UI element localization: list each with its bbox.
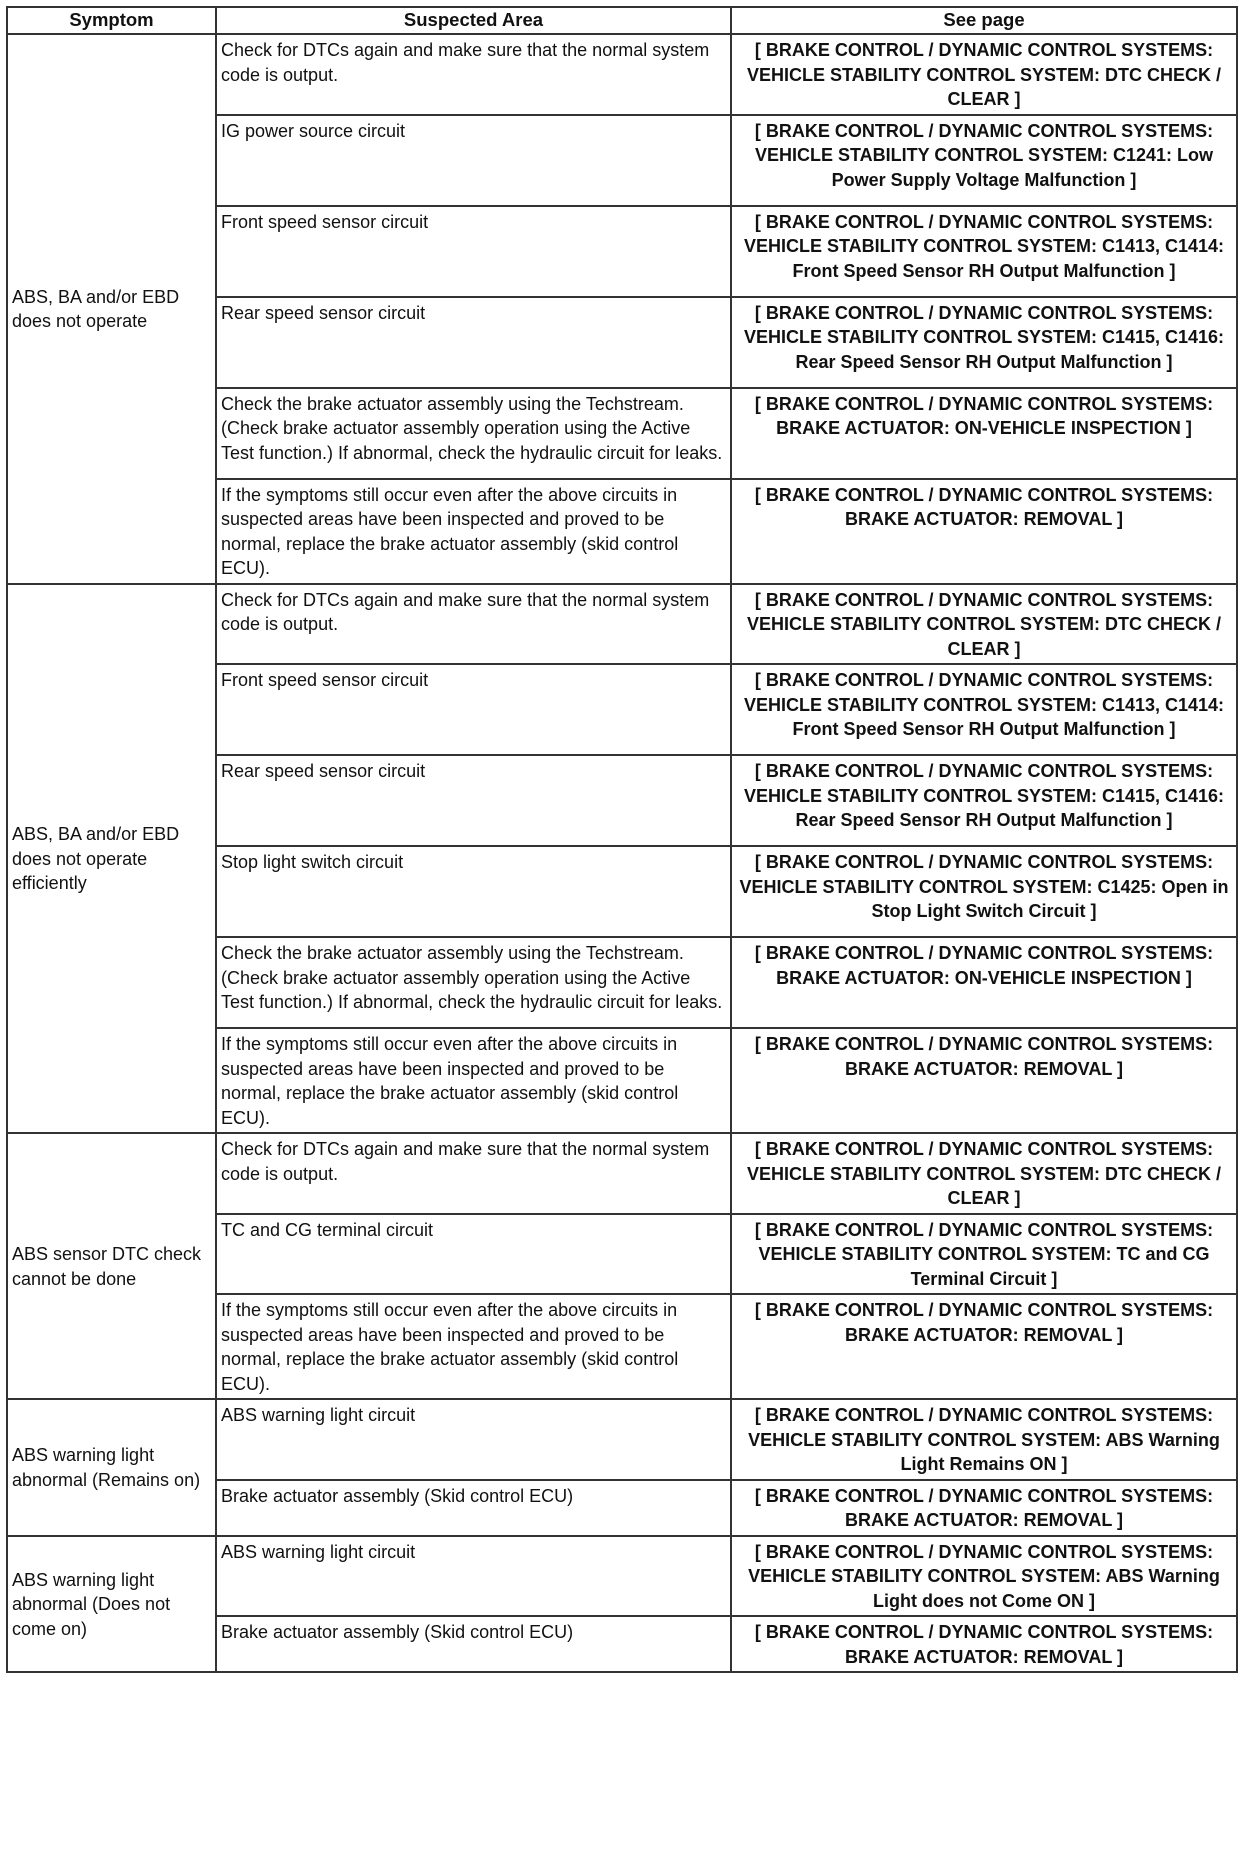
see-page-link[interactable]: [ BRAKE CONTROL / DYNAMIC CONTROL SYSTEMS: VEHICLE STABILITY CONTROL SYSTEM: C1415, C1416: Rear Speed Sensor RH Output Malfunction ] [731,755,1237,846]
suspected-area-cell: Check the brake actuator assembly using the Techstream. (Check brake actuator assembly operation using the Active Test function.) If abnormal, check the hydraulic circuit for leaks. [216,937,731,1028]
see-page-link[interactable]: [ BRAKE CONTROL / DYNAMIC CONTROL SYSTEMS: BRAKE ACTUATOR: REMOVAL ] [731,1294,1237,1399]
see-page-link[interactable]: [ BRAKE CONTROL / DYNAMIC CONTROL SYSTEMS: VEHICLE STABILITY CONTROL SYSTEM: ABS Warning Light Remains ON ] [731,1399,1237,1480]
see-page-link[interactable]: [ BRAKE CONTROL / DYNAMIC CONTROL SYSTEMS: BRAKE ACTUATOR: ON-VEHICLE INSPECTION ] [731,388,1237,479]
suspected-area-cell: Check for DTCs again and make sure that the normal system code is output. [216,34,731,115]
suspected-area-cell: If the symptoms still occur even after the above circuits in suspected areas have been inspected and proved to be normal, replace the brake actuator assembly (skid control ECU). [216,1294,731,1399]
symptom-cell: ABS sensor DTC check cannot be done [7,1133,216,1399]
table-row [7,34,1237,115]
see-page-link[interactable]: [ BRAKE CONTROL / DYNAMIC CONTROL SYSTEMS: VEHICLE STABILITY CONTROL SYSTEM: DTC CHECK / CLEAR ] [731,1133,1237,1214]
suspected-area-cell: If the symptoms still occur even after the above circuits in suspected areas have been inspected and proved to be normal, replace the brake actuator assembly (skid control ECU). [216,479,731,584]
header-row [7,7,1237,34]
header-suspected-area: Suspected Area [216,7,731,34]
see-page-link[interactable]: [ BRAKE CONTROL / DYNAMIC CONTROL SYSTEMS: VEHICLE STABILITY CONTROL SYSTEM: C1241: Low Power Supply Voltage Malfunction ] [731,115,1237,206]
see-page-link[interactable]: [ BRAKE CONTROL / DYNAMIC CONTROL SYSTEMS: VEHICLE STABILITY CONTROL SYSTEM: ABS Warning Light does not Come ON ] [731,1536,1237,1617]
see-page-link[interactable]: [ BRAKE CONTROL / DYNAMIC CONTROL SYSTEMS: BRAKE ACTUATOR: REMOVAL ] [731,1480,1237,1536]
see-page-link[interactable]: [ BRAKE CONTROL / DYNAMIC CONTROL SYSTEMS: BRAKE ACTUATOR: REMOVAL ] [731,1028,1237,1133]
header-symptom: Symptom [7,7,216,34]
suspected-area-cell: IG power source circuit [216,115,731,206]
see-page-link[interactable]: [ BRAKE CONTROL / DYNAMIC CONTROL SYSTEMS: BRAKE ACTUATOR: REMOVAL ] [731,479,1237,584]
see-page-link[interactable]: [ BRAKE CONTROL / DYNAMIC CONTROL SYSTEMS: VEHICLE STABILITY CONTROL SYSTEM: C1413, C1414: Front Speed Sensor RH Output Malfunction ] [731,664,1237,755]
symptom-cell: ABS, BA and/or EBD does not operate efficiently [7,584,216,1134]
suspected-area-cell: ABS warning light circuit [216,1536,731,1617]
suspected-area-cell: ABS warning light circuit [216,1399,731,1480]
suspected-area-cell: Stop light switch circuit [216,846,731,937]
suspected-area-cell: If the symptoms still occur even after the above circuits in suspected areas have been inspected and proved to be normal, replace the brake actuator assembly (skid control ECU). [216,1028,731,1133]
suspected-area-cell: Rear speed sensor circuit [216,755,731,846]
see-page-link[interactable]: [ BRAKE CONTROL / DYNAMIC CONTROL SYSTEMS: BRAKE ACTUATOR: ON-VEHICLE INSPECTION ] [731,937,1237,1028]
see-page-link[interactable]: [ BRAKE CONTROL / DYNAMIC CONTROL SYSTEMS: VEHICLE STABILITY CONTROL SYSTEM: C1415, C1416: Rear Speed Sensor RH Output Malfunction ] [731,297,1237,388]
suspected-area-cell: Brake actuator assembly (Skid control ECU) [216,1480,731,1536]
table-row [7,1536,1237,1617]
see-page-link[interactable]: [ BRAKE CONTROL / DYNAMIC CONTROL SYSTEMS: VEHICLE STABILITY CONTROL SYSTEM: TC and CG Terminal Circuit ] [731,1214,1237,1295]
table-row [7,1133,1237,1214]
see-page-link[interactable]: [ BRAKE CONTROL / DYNAMIC CONTROL SYSTEMS: BRAKE ACTUATOR: REMOVAL ] [731,1616,1237,1672]
header-see-page: See page [731,7,1237,34]
suspected-area-cell: Brake actuator assembly (Skid control ECU) [216,1616,731,1672]
suspected-area-cell: Front speed sensor circuit [216,206,731,297]
suspected-area-cell: TC and CG terminal circuit [216,1214,731,1295]
suspected-area-cell: Rear speed sensor circuit [216,297,731,388]
suspected-area-cell: Check for DTCs again and make sure that the normal system code is output. [216,584,731,665]
table-row [7,1399,1237,1480]
table-body [7,34,1237,1672]
symptom-cell: ABS warning light abnormal (Remains on) [7,1399,216,1536]
suspected-area-cell: Check for DTCs again and make sure that the normal system code is output. [216,1133,731,1214]
suspected-area-cell: Check the brake actuator assembly using the Techstream. (Check brake actuator assembly operation using the Active Test function.) If abnormal, check the hydraulic circuit for leaks. [216,388,731,479]
see-page-link[interactable]: [ BRAKE CONTROL / DYNAMIC CONTROL SYSTEMS: VEHICLE STABILITY CONTROL SYSTEM: C1425: Open in Stop Light Switch Circuit ] [731,846,1237,937]
table-row [7,584,1237,665]
see-page-link[interactable]: [ BRAKE CONTROL / DYNAMIC CONTROL SYSTEMS: VEHICLE STABILITY CONTROL SYSTEM: C1413, C1414: Front Speed Sensor RH Output Malfunction ] [731,206,1237,297]
symptom-cell: ABS warning light abnormal (Does not come on) [7,1536,216,1673]
symptom-cell: ABS, BA and/or EBD does not operate [7,34,216,584]
see-page-link[interactable]: [ BRAKE CONTROL / DYNAMIC CONTROL SYSTEMS: VEHICLE STABILITY CONTROL SYSTEM: DTC CHECK / CLEAR ] [731,584,1237,665]
suspected-area-cell: Front speed sensor circuit [216,664,731,755]
see-page-link[interactable]: [ BRAKE CONTROL / DYNAMIC CONTROL SYSTEMS: VEHICLE STABILITY CONTROL SYSTEM: DTC CHECK / CLEAR ] [731,34,1237,115]
table-header [7,7,1237,34]
problem-symptoms-table [6,6,1238,1673]
